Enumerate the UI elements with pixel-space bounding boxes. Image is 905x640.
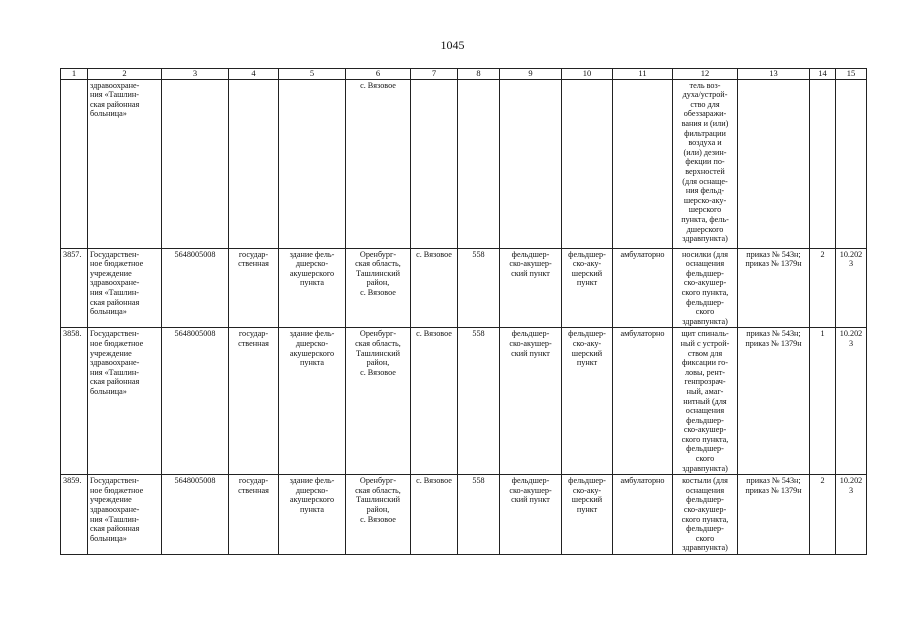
quantity-cell: [810, 79, 836, 248]
equipment-register-table: [60, 68, 867, 555]
order-cell: приказ № 543н; приказ № 1379н: [738, 248, 810, 328]
unit-type-cell: фельдшер- ско-акушер- ский пункт: [500, 475, 562, 555]
code-cell: 558: [458, 475, 500, 555]
ownership-cell: государ- ственная: [229, 475, 279, 555]
table-row: [61, 475, 867, 555]
row-number-cell: [61, 79, 88, 248]
table-row: [61, 248, 867, 328]
quantity-cell: 1: [810, 328, 836, 475]
row-number-cell: 3858.: [61, 328, 88, 475]
column-number: 3: [162, 69, 229, 80]
organization-cell: Государствен- ное бюджетное учреждение здравоохране- ния «Ташлин- ская районная больница»: [88, 328, 162, 475]
ownership-cell: [229, 79, 279, 248]
column-number: 9: [500, 69, 562, 80]
column-number: 15: [836, 69, 867, 80]
address-cell: Оренбург- ская область, Ташлинский район, с. Вязовое: [346, 475, 411, 555]
settlement-cell: с. Вязовое: [411, 328, 458, 475]
column-number: 11: [613, 69, 673, 80]
column-number: 5: [279, 69, 346, 80]
column-number: 8: [458, 69, 500, 80]
unit-type-cell: [500, 79, 562, 248]
building-cell: здание фель- дшерско- акушерского пункта: [279, 328, 346, 475]
column-number-row: [61, 69, 867, 80]
ownership-cell: государ- ственная: [229, 248, 279, 328]
inn-cell: 5648005008: [162, 328, 229, 475]
date-cell: [836, 79, 867, 248]
equipment-cell: щит спиналь- ный с устрой- ством для фиксации го- ловы, рент- генпрозрач- ный, амаг- нитный (для оснащения фельдшер- ско-акушер- ского пункта, фельдшер- ского здравпункта): [673, 328, 738, 475]
building-cell: [279, 79, 346, 248]
building-cell: здание фель- дшерско- акушерского пункта: [279, 475, 346, 555]
care-type-cell: амбулаторно: [613, 328, 673, 475]
code-cell: [458, 79, 500, 248]
column-number: 6: [346, 69, 411, 80]
order-cell: приказ № 543н; приказ № 1379н: [738, 328, 810, 475]
column-number: 7: [411, 69, 458, 80]
care-type-cell: амбулаторно: [613, 248, 673, 328]
column-number: 12: [673, 69, 738, 80]
column-number: 13: [738, 69, 810, 80]
care-type-cell: [613, 79, 673, 248]
unit-name-cell: фельдшер- ско-аку- шерский пункт: [562, 328, 613, 475]
column-number: 4: [229, 69, 279, 80]
column-number: 1: [61, 69, 88, 80]
column-number: 2: [88, 69, 162, 80]
address-cell: Оренбург- ская область, Ташлинский район, с. Вязовое: [346, 328, 411, 475]
settlement-cell: [411, 79, 458, 248]
address-cell: с. Вязовое: [346, 79, 411, 248]
organization-cell: здравоохране- ния «Ташлин- ская районная больница»: [88, 79, 162, 248]
address-cell: Оренбург- ская область, Ташлинский район, с. Вязовое: [346, 248, 411, 328]
page-number: 1045: [440, 38, 465, 52]
code-cell: 558: [458, 248, 500, 328]
organization-cell: Государствен- ное бюджетное учреждение здравоохране- ния «Ташлин- ская районная больница»: [88, 475, 162, 555]
order-cell: приказ № 543н; приказ № 1379н: [738, 475, 810, 555]
column-number: 14: [810, 69, 836, 80]
column-number: 10: [562, 69, 613, 80]
inn-cell: 5648005008: [162, 248, 229, 328]
code-cell: 558: [458, 328, 500, 475]
unit-type-cell: фельдшер- ско-акушер- ский пункт: [500, 248, 562, 328]
date-cell: 10.2023: [836, 475, 867, 555]
ownership-cell: государ- ственная: [229, 328, 279, 475]
settlement-cell: с. Вязовое: [411, 248, 458, 328]
row-number-cell: 3857.: [61, 248, 88, 328]
organization-cell: Государствен- ное бюджетное учреждение здравоохране- ния «Ташлин- ская районная больница»: [88, 248, 162, 328]
settlement-cell: с. Вязовое: [411, 475, 458, 555]
equipment-cell: тель воз- духа/устрой- ство для обеззаражи- вания и (или) фильтрации воздуха и (или) дезин- фекции по- верхностей (для оснаще- ния фельд- шерско-аку- шерского пункта, фель- дшерского здравпункта): [673, 79, 738, 248]
date-cell: 10.2023: [836, 328, 867, 475]
row-number-cell: 3859.: [61, 475, 88, 555]
unit-name-cell: фельдшер- ско-аку- шерский пункт: [562, 248, 613, 328]
unit-type-cell: фельдшер- ско-акушер- ский пункт: [500, 328, 562, 475]
order-cell: [738, 79, 810, 248]
date-cell: 10.2023: [836, 248, 867, 328]
inn-cell: 5648005008: [162, 475, 229, 555]
table-row: [61, 328, 867, 475]
quantity-cell: 2: [810, 475, 836, 555]
equipment-cell: носилки (для оснащения фельдшер- ско-акушер- ского пункта, фельдшер- ского здравпункта): [673, 248, 738, 328]
table-row: [61, 79, 867, 248]
equipment-cell: костыли (для оснащения фельдшер- ско-акушер- ского пункта, фельдшер- ского здравпункта): [673, 475, 738, 555]
inn-cell: [162, 79, 229, 248]
quantity-cell: 2: [810, 248, 836, 328]
care-type-cell: амбулаторно: [613, 475, 673, 555]
unit-name-cell: фельдшер- ско-аку- шерский пункт: [562, 475, 613, 555]
building-cell: здание фель- дшерско- акушерского пункта: [279, 248, 346, 328]
unit-name-cell: [562, 79, 613, 248]
